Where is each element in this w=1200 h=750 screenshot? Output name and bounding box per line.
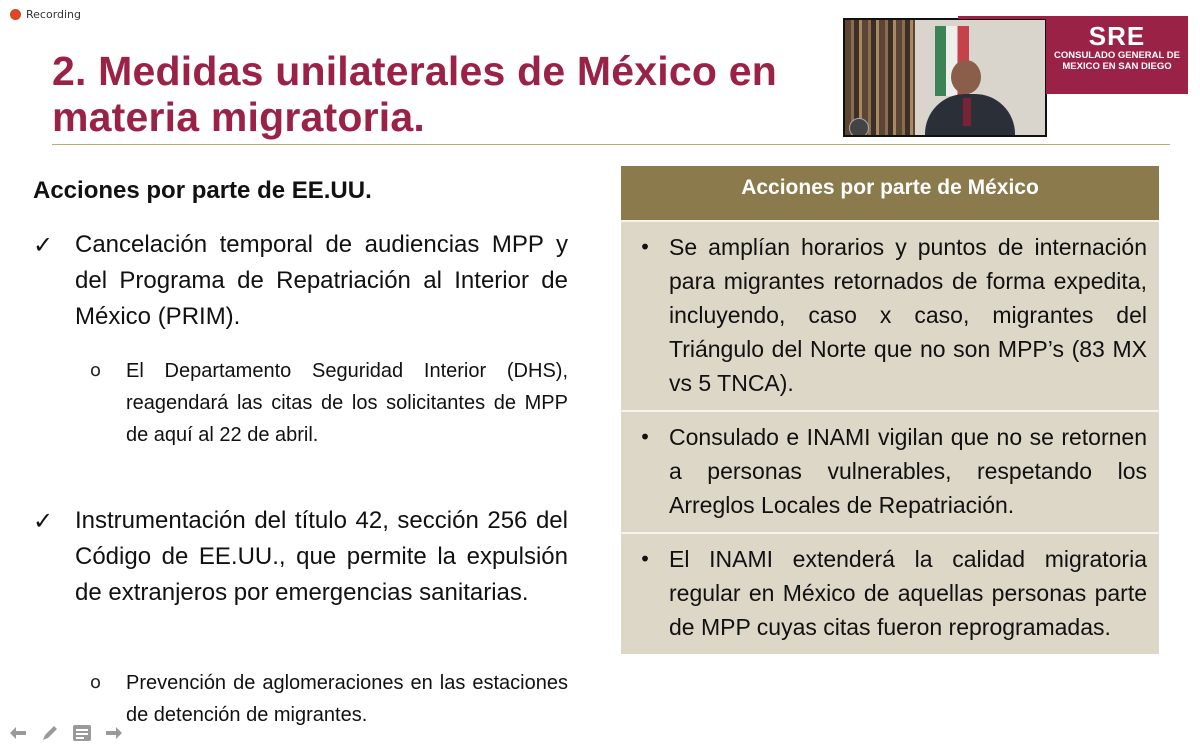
speaker-video-thumbnail[interactable] (843, 18, 1047, 137)
sre-logo-subtitle: CONSULADO GENERAL DE MEXICO EN SAN DIEGO (1054, 50, 1180, 72)
speaker-head (951, 60, 981, 94)
table-header: Acciones por parte de México (621, 166, 1159, 220)
us-action-text: Instrumentación del título 42, sección 256 del Código de EE.UU., que permite la expulsión de extranjeros por emergencias sanitarias. (75, 507, 568, 606)
circle-bullet-icon: o (90, 672, 102, 693)
recording-label: Recording (26, 8, 82, 21)
sre-logo-title: SRE (1088, 21, 1146, 51)
bullet-icon: • (639, 547, 651, 571)
checkmark-icon: ✓ (33, 231, 54, 259)
arrow-right-icon[interactable] (102, 722, 126, 744)
table-row (621, 532, 1159, 654)
mexico-actions-table (621, 166, 1159, 654)
table-row-text: Consulado e INAMI vigilan que no se retornen a personas vulnerables, respetando los Arreglos Locales de Repatriación. (669, 424, 1147, 518)
sre-logo (1046, 18, 1188, 94)
table-row (621, 220, 1159, 410)
speaker-tie (963, 98, 971, 126)
menu-icon[interactable] (70, 722, 94, 744)
slide-title: 2. Medidas unilaterales de México en materia migratoria. (52, 48, 777, 140)
pen-icon[interactable] (38, 722, 62, 744)
us-action-subitem (90, 667, 568, 731)
table-row-text: Se amplían horarios y puntos de internación para migrantes retornados de forma expedita, incluyendo, caso x caso, migrantes del Triángulo del Norte que no son MPP’s (83 MX vs 5 TNCA). (669, 234, 1147, 396)
us-actions-heading: Acciones por parte de EE.UU. (33, 177, 372, 204)
checkmark-icon: ✓ (33, 507, 54, 535)
microphone-icon (849, 118, 869, 137)
us-action-text: Cancelación temporal de audiencias MPP y del Programa de Repatriación al Interior de México (PRIM). (75, 231, 568, 330)
us-action-item (33, 227, 568, 335)
arrow-left-icon[interactable] (6, 722, 30, 744)
slideshow-toolbar (6, 722, 126, 744)
bullet-icon: • (639, 235, 651, 259)
title-divider (52, 144, 1170, 145)
us-action-item (33, 503, 568, 611)
recording-indicator (10, 8, 81, 21)
us-action-subtext: El Departamento Seguridad Interior (DHS), reagendará las citas de los solicitantes de MPP de aquí al 22 de abril. (126, 360, 568, 446)
table-row (621, 410, 1159, 532)
table-row-text: El INAMI extenderá la calidad migratoria regular en México de aquellas personas parte de MPP cuyas citas fueron reprogramadas. (669, 546, 1147, 640)
us-action-subtext: Prevención de aglomeraciones en las estaciones de detención de migrantes. (126, 672, 568, 726)
us-action-subitem (90, 355, 568, 451)
bullet-icon: • (639, 425, 651, 449)
circle-bullet-icon: o (90, 360, 102, 381)
record-icon (10, 9, 21, 20)
